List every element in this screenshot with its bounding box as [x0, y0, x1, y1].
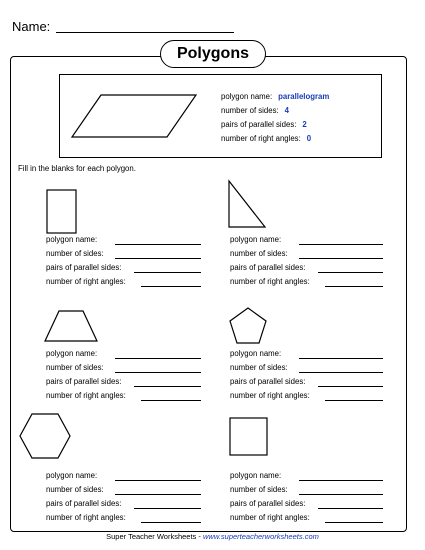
p1-right-blank[interactable]	[141, 286, 201, 287]
p3-sides-blank[interactable]	[115, 372, 201, 373]
p5-name-label: polygon name:	[46, 471, 98, 480]
example-row-parallel	[221, 120, 307, 129]
example-label: pairs of parallel sides:	[221, 120, 297, 129]
example-row-name	[221, 92, 329, 101]
p6-right-blank[interactable]	[325, 522, 383, 523]
right-triangle-shape	[227, 179, 267, 229]
p2-name-blank[interactable]	[299, 244, 383, 245]
parallelogram-shape	[70, 89, 200, 143]
rectangle-shape	[46, 189, 78, 235]
p4-sides-blank[interactable]	[299, 372, 383, 373]
p5-right-blank[interactable]	[141, 522, 201, 523]
footer-link[interactable]: www.superteacherworksheets.com	[202, 532, 319, 541]
p1-parallel-blank[interactable]	[134, 272, 201, 273]
p4-name-blank[interactable]	[299, 358, 383, 359]
p4-sides-label: number of sides:	[230, 363, 288, 372]
p6-parallel-blank[interactable]	[318, 508, 383, 509]
p4-right-blank[interactable]	[325, 400, 383, 401]
example-value: parallelogram	[278, 92, 330, 101]
p5-sides-blank[interactable]	[115, 494, 201, 495]
p1-sides-label: number of sides:	[46, 249, 104, 258]
example-box	[59, 74, 382, 158]
p4-name-label: polygon name:	[230, 349, 282, 358]
example-row-right-angles	[221, 134, 311, 143]
footer-text: Super Teacher Worksheets -	[106, 532, 203, 541]
p3-right-blank[interactable]	[141, 400, 201, 401]
trapezoid-shape	[43, 309, 99, 343]
square-shape	[229, 417, 269, 457]
example-row-sides	[221, 106, 289, 115]
p4-parallel-blank[interactable]	[318, 386, 383, 387]
p1-sides-blank[interactable]	[115, 258, 201, 259]
p2-sides-blank[interactable]	[299, 258, 383, 259]
p6-name-blank[interactable]	[299, 480, 383, 481]
example-value: 0	[306, 134, 312, 143]
hexagon-shape	[18, 412, 72, 460]
p3-parallel-blank[interactable]	[134, 386, 201, 387]
p1-name-label: polygon name:	[46, 235, 98, 244]
page-title	[160, 40, 266, 68]
example-value: 2	[302, 120, 307, 129]
name-blank-line[interactable]	[56, 32, 234, 33]
p6-sides-blank[interactable]	[299, 494, 383, 495]
p5-name-blank[interactable]	[115, 480, 201, 481]
p4-right-label: number of right angles:	[230, 391, 310, 400]
example-label: number of sides:	[221, 106, 279, 115]
p2-parallel-label: pairs of parallel sides:	[230, 263, 306, 272]
example-label: number of right angles:	[221, 134, 301, 143]
p1-right-label: number of right angles:	[46, 277, 126, 286]
p2-right-label: number of right angles:	[230, 277, 310, 286]
p2-sides-label: number of sides:	[230, 249, 288, 258]
p3-name-blank[interactable]	[115, 358, 201, 359]
pentagon-shape	[227, 306, 269, 346]
p1-parallel-label: pairs of parallel sides:	[46, 263, 122, 272]
p3-parallel-label: pairs of parallel sides:	[46, 377, 122, 386]
example-value: 4	[284, 106, 289, 115]
p4-parallel-label: pairs of parallel sides:	[230, 377, 306, 386]
p2-right-blank[interactable]	[325, 286, 383, 287]
p3-right-label: number of right angles:	[46, 391, 126, 400]
p2-parallel-blank[interactable]	[318, 272, 383, 273]
footer	[0, 532, 425, 541]
p6-right-label: number of right angles:	[230, 513, 310, 522]
example-label: polygon name:	[221, 92, 273, 101]
p3-sides-label: number of sides:	[46, 363, 104, 372]
page-title-text: Polygons	[176, 45, 249, 62]
p5-parallel-label: pairs of parallel sides:	[46, 499, 122, 508]
p5-right-label: number of right angles:	[46, 513, 126, 522]
instructions: Fill in the blanks for each polygon.	[18, 164, 136, 173]
p3-name-label: polygon name:	[46, 349, 98, 358]
p6-sides-label: number of sides:	[230, 485, 288, 494]
p2-name-label: polygon name:	[230, 235, 282, 244]
p5-sides-label: number of sides:	[46, 485, 104, 494]
p5-parallel-blank[interactable]	[134, 508, 201, 509]
p6-name-label: polygon name:	[230, 471, 282, 480]
name-label: Name:	[12, 19, 51, 34]
p6-parallel-label: pairs of parallel sides:	[230, 499, 306, 508]
p1-name-blank[interactable]	[115, 244, 201, 245]
